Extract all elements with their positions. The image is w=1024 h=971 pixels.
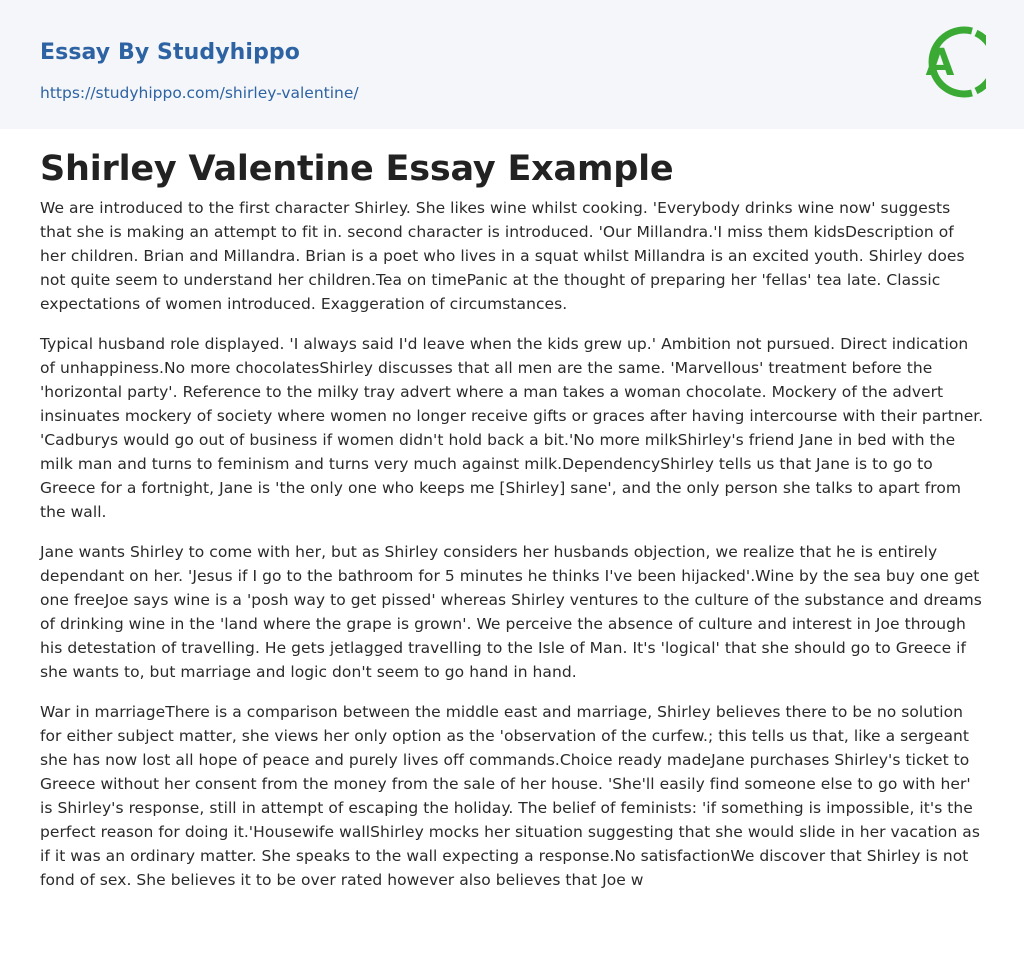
studyhippo-logo-icon[interactable] — [912, 19, 986, 105]
source-url-link[interactable]: https://studyhippo.com/shirley-valentine/ — [40, 84, 359, 102]
page-title: Shirley Valentine Essay Example — [40, 149, 674, 189]
article-paragraph-1: We are introduced to the first character Shirley. She likes wine whilst cooking. 'Everybody drinks wine now' suggests that she is making an attempt to fit in. second character is introduced. 'Our Millandra.'I miss them kidsDescription of her children. Brian and Millandra. Brian is a poet who lives in a squat whilst Millandra is an excited youth. Shirley does not quite seem to understand her children.Tea on timePanic at the thought of preparing her 'fellas' tea late. Classic expectations of women introduced. Exaggeration of circumstances. — [40, 199, 965, 313]
article-paragraph-3: Jane wants Shirley to come with her, but as Shirley considers her husbands objection, we realize that he is entirely dependant on her. 'Jesus if I go to the bathroom for 5 minutes he thinks I've been hijacked'.Wine by the sea buy one get one freeJoe says wine is a 'posh way to get pissed' whereas Shirley ventures to the culture of the substance and dreams of drinking wine in the 'land where the grape is grown'. We perceive the absence of culture and interest in Joe through his detestation of travelling. He gets jetlagged travelling to the Isle of Man. It's 'logical' that she should go to Greece if she wants to, but marriage and logic don't seem to go hand in hand. — [40, 543, 982, 681]
logo-letter: A — [925, 41, 955, 84]
article-paragraph-2: Typical husband role displayed. 'I always said I'd leave when the kids grew up.' Ambition not pursued. Direct indication of unhappiness.No more chocolatesShirley discusses that all men are the same. 'Marvellous' treatment before the 'horizontal party'. Reference to the milky tray advert where a man takes a woman chocolate. Mockery of the advert insinuates mockery of society where women no longer receive gifts or graces after having intercourse with their partner. 'Cadburys would go out of business if women didn't hold back a bit.'No more milkShirley's friend Jane in bed with the milk man and turns to feminism and turns very much against milk.DependencyShirley tells us that Jane is to go to Greece for a fortnight, Jane is 'the only one who keeps me [Shirley] sane', and the only person she talks to apart from the wall. — [40, 335, 984, 521]
site-header — [0, 0, 1024, 129]
article-paragraph-4: War in marriageThere is a comparison between the middle east and marriage, Shirley believes there to be no solution for either subject matter, she views her only option as the 'observation of the curfew.; this tells us that, like a sergeant she has now lost all hope of peace and purely lives off commands.Choice ready madeJane purchases Shirley's ticket to Greece without her consent from the money from the sale of her house. 'She'll easily find someone else to go with her' is Shirley's response, still in attempt of escaping the holiday. The belief of feminists: 'if something is impossible, it's the perfect reason for doing it.'Housewife wallShirley mocks her situation suggesting that she would slide in her vacation as if it was an ordinary matter. She speaks to the wall expecting a response.No satisfactionWe discover that Shirley is not fond of sex. She believes it to be over rated however also believes that Joe w — [40, 703, 980, 889]
article-main — [0, 129, 1024, 892]
brand-title: Essay By Studyhippo — [40, 40, 300, 65]
